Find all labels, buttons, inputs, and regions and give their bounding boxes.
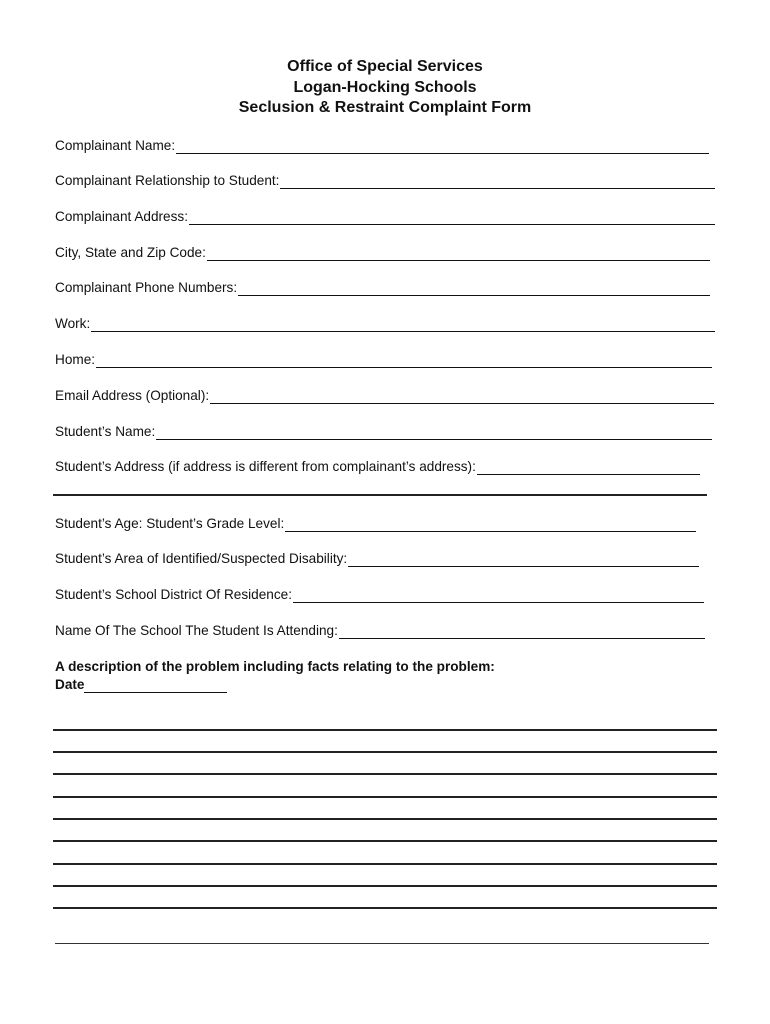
student-address-label: Student’s Address (if address is different from complainant’s address): [55,459,476,474]
description-line[interactable] [53,840,717,842]
relationship-input-line[interactable] [280,175,715,189]
description-line[interactable] [53,796,717,798]
phone-numbers-label: Complainant Phone Numbers: [55,280,238,295]
home-phone-label: Home: [55,352,96,367]
city-state-zip-input-line[interactable] [207,247,710,261]
student-address-field[interactable] [55,457,700,475]
address-field[interactable] [55,207,715,225]
office-title: Office of Special Services [287,58,483,75]
date-input-line[interactable] [84,680,227,693]
student-name-field[interactable] [55,422,712,440]
relationship-field[interactable] [55,171,715,189]
email-input-line[interactable] [210,390,714,404]
district-label: Student’s School District Of Residence: [55,587,292,602]
description-line[interactable] [53,863,717,865]
complainant-name-label: Complainant Name: [55,138,176,153]
work-phone-input-line[interactable] [91,318,715,332]
relationship-label: Complainant Relationship to Student: [55,173,280,188]
form-title: Seclusion & Restraint Complaint Form [238,99,532,116]
description-line[interactable] [53,729,717,731]
complainant-name-field[interactable] [55,136,709,154]
city-state-zip-field[interactable] [55,243,710,261]
description-heading: A description of the problem including facts relating to the problem: [55,659,495,674]
complainant-name-input-line[interactable] [176,140,709,154]
work-phone-label: Work: [55,316,91,331]
disability-input-line[interactable] [348,553,699,567]
description-line[interactable] [53,907,717,909]
address-input-line[interactable] [189,211,715,225]
address-label: Complainant Address: [55,209,188,224]
student-age-grade-label: Student’s Age: Student’s Grade Level: [55,516,285,531]
school-input-line[interactable] [339,625,705,639]
school-field[interactable] [55,621,705,639]
district-input-line[interactable] [293,589,704,603]
home-phone-field[interactable] [55,350,712,368]
phone-numbers-field[interactable] [55,278,710,296]
student-name-label: Student’s Name: [55,424,156,439]
school-name: Logan-Hocking Schools [293,78,477,96]
district-field[interactable] [55,585,704,603]
disability-field[interactable] [55,549,699,567]
student-age-grade-input-line[interactable] [285,518,696,532]
disability-label: Student’s Area of Identified/Suspected Disability: [55,551,348,566]
date-field[interactable] [55,676,495,694]
student-age-grade-field[interactable] [55,514,696,532]
city-state-zip-label: City, State and Zip Code: [55,245,206,260]
date-label: Date [55,676,85,692]
description-line[interactable] [55,943,709,944]
description-line[interactable] [53,751,717,753]
description-section [55,658,495,693]
email-field[interactable] [55,386,714,404]
description-line[interactable] [53,818,717,820]
school-label: Name Of The School The Student Is Attending: [55,623,338,638]
work-phone-field[interactable] [55,314,715,332]
phone-numbers-input-line[interactable] [238,282,710,296]
description-line[interactable] [53,773,717,775]
student-address-input-line[interactable] [477,461,700,475]
description-line[interactable] [53,885,717,887]
home-phone-input-line[interactable] [96,354,712,368]
student-name-input-line[interactable] [156,426,712,440]
email-label: Email Address (Optional): [55,388,210,403]
student-address-continuation-line[interactable] [53,494,707,496]
form-header [0,57,770,119]
